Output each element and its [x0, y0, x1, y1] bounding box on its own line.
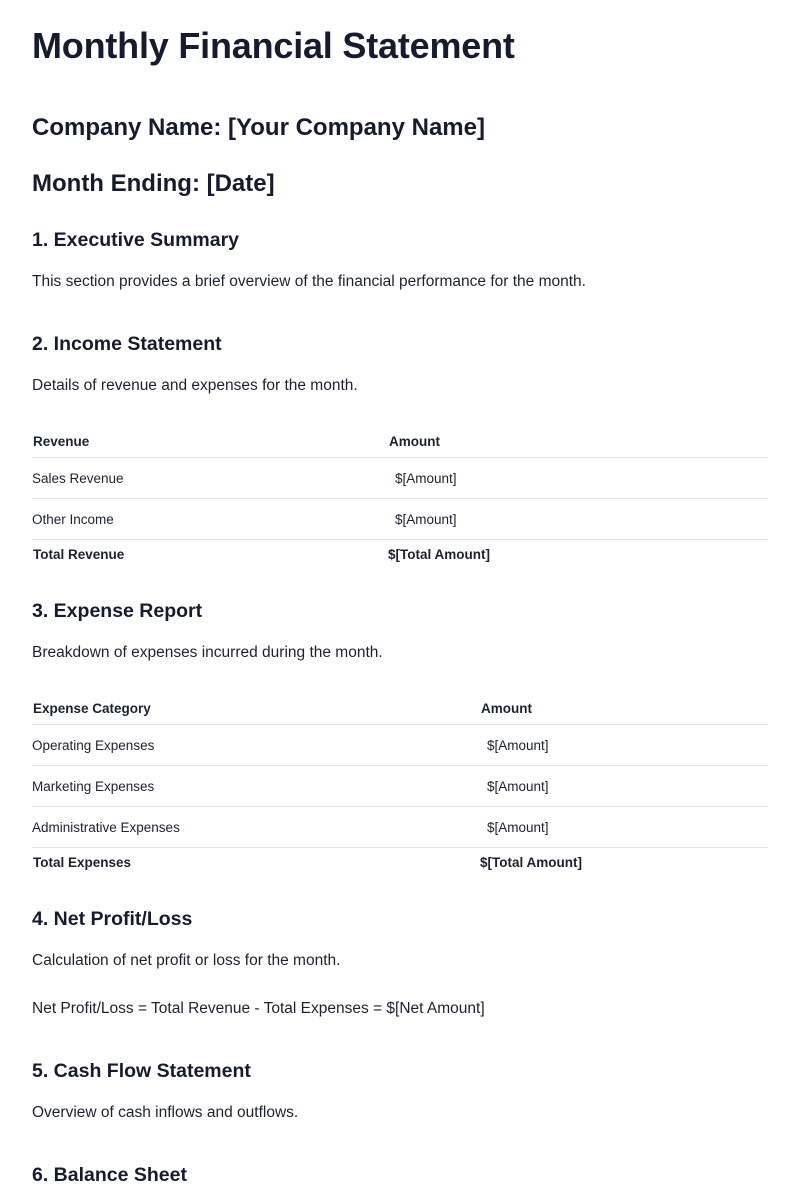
row-label: Administrative Expenses	[32, 807, 480, 848]
expense-report-heading: 3. Expense Report	[32, 600, 203, 622]
table-row	[32, 725, 768, 766]
expense-report-text: Breakdown of expenses incurred during the month.	[32, 644, 383, 661]
cash-flow-heading: 5. Cash Flow Statement	[32, 1060, 251, 1082]
table-header-row	[32, 692, 768, 725]
total-row	[32, 540, 768, 569]
income-statement-heading: 2. Income Statement	[32, 333, 222, 355]
row-label: Sales Revenue	[32, 458, 388, 499]
row-amount: $[Amount]	[480, 766, 768, 807]
net-profit-heading: 4. Net Profit/Loss	[32, 908, 193, 930]
executive-summary-text: This section provides a brief overview of the financial performance for the month.	[32, 273, 586, 290]
income-statement-text: Details of revenue and expenses for the month.	[32, 377, 358, 394]
page-title: Monthly Financial Statement	[32, 25, 515, 66]
month-ending-heading: Month Ending: [Date]	[32, 170, 275, 197]
expense-table	[32, 692, 768, 876]
cash-flow-text: Overview of cash inflows and outflows.	[32, 1104, 299, 1121]
net-profit-text: Calculation of net profit or loss for the month.	[32, 952, 341, 969]
table-header-row	[32, 425, 768, 458]
total-amount: $[Total Amount]	[480, 854, 582, 870]
table-row	[32, 499, 768, 540]
row-label: Operating Expenses	[32, 725, 480, 766]
expense-category-column-header: Expense Category	[32, 692, 480, 725]
executive-summary-heading: 1. Executive Summary	[32, 229, 240, 251]
row-amount: $[Amount]	[480, 725, 768, 766]
table-row	[32, 458, 768, 499]
balance-sheet-heading: 6. Balance Sheet	[32, 1164, 187, 1186]
net-profit-formula: Net Profit/Loss = Total Revenue - Total Expenses = $[Net Amount]	[32, 1000, 485, 1017]
row-amount: $[Amount]	[480, 807, 768, 848]
income-table	[32, 425, 768, 568]
revenue-column-header: Revenue	[32, 425, 388, 458]
row-label: Other Income	[32, 499, 388, 540]
row-amount: $[Amount]	[388, 458, 768, 499]
company-name-heading: Company Name: [Your Company Name]	[32, 114, 485, 141]
total-row	[32, 848, 768, 877]
amount-column-header: Amount	[480, 692, 768, 725]
total-amount: $[Total Amount]	[388, 546, 490, 562]
table-row	[32, 766, 768, 807]
amount-column-header: Amount	[388, 425, 768, 458]
total-label: Total Expenses	[33, 854, 132, 870]
row-label: Marketing Expenses	[32, 766, 480, 807]
table-row	[32, 807, 768, 848]
row-amount: $[Amount]	[388, 499, 768, 540]
total-label: Total Revenue	[33, 546, 125, 562]
